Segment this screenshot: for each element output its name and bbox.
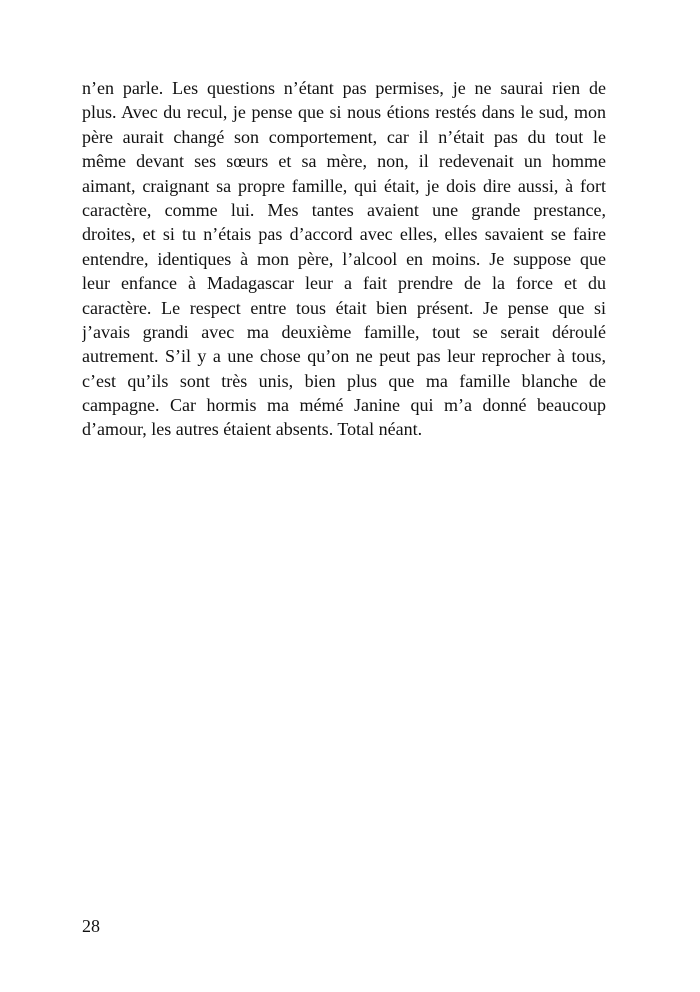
paragraph-line: j’avais grandi avec ma deuxième famille, tout se serait déroulé [82, 321, 606, 342]
body-paragraph [82, 76, 606, 442]
paragraph-line: caractère. Le respect entre tous était bien présent. Je pense que si [82, 297, 606, 318]
paragraph-line: aimant, craignant sa propre famille, qui était, je dois dire aussi, à fort [82, 175, 606, 196]
paragraph-line: caractère, comme lui. Mes tantes avaient une grande prestance, [82, 199, 606, 220]
page-number: 28 [82, 916, 100, 936]
paragraph-line: père aurait changé son comportement, car il n’était pas du tout le [82, 126, 606, 147]
paragraph-line: même devant ses sœurs et sa mère, non, il redevenait un homme [82, 151, 606, 172]
paragraph-line: n’en parle. Les questions n’étant pas permises, je ne saurai rien de [82, 78, 606, 98]
paragraph-line: d’amour, les autres étaient absents. Total néant. [82, 419, 423, 440]
paragraph-line: c’est qu’ils sont très unis, bien plus que ma famille blanche de [82, 370, 606, 391]
paragraph-line: leur enfance à Madagascar leur a fait prendre de la force et du [82, 273, 606, 294]
paragraph-line: campagne. Car hormis ma mémé Janine qui m’a donné beaucoup [82, 395, 606, 416]
paragraph-line: droites, et si tu n’étais pas d’accord avec elles, elles savaient se faire [82, 224, 606, 245]
paragraph-line: autrement. S’il y a une chose qu’on ne peut pas leur reprocher à tous, [82, 346, 606, 367]
paragraph-line: plus. Avec du recul, je pense que si nous étions restés dans le sud, mon [82, 102, 606, 123]
paragraph-line: entendre, identiques à mon père, l’alcool en moins. Je suppose que [82, 248, 606, 269]
